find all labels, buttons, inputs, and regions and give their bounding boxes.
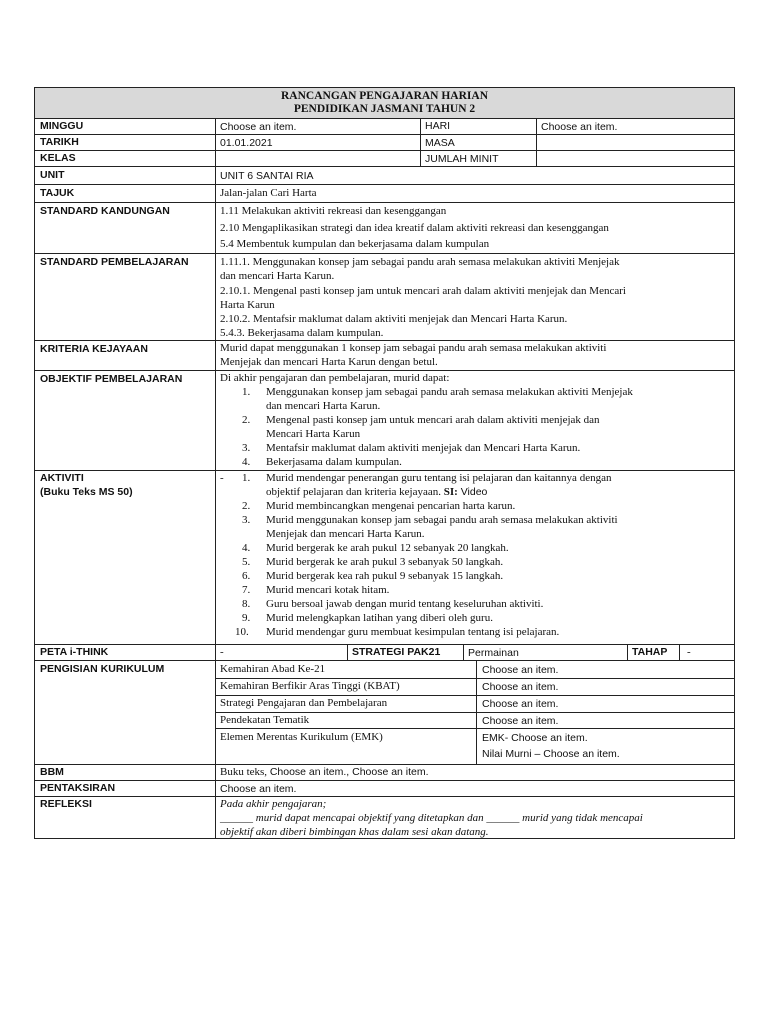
label-aktiviti: AKTIVITI bbox=[40, 472, 84, 484]
label-pengisian-kurikulum: PENGISIAN KURIKULUM bbox=[40, 663, 165, 675]
standard-pembelajaran-line: dan mencari Harta Karun. bbox=[220, 270, 335, 282]
list-item: Menjejak dan mencari Harta Karun. bbox=[266, 528, 425, 540]
list-item: 3. Murid menggunakan konsep jam sebagai pandu arah semasa melakukan aktiviti bbox=[242, 514, 618, 526]
list-item: dan mencari Harta Karun. bbox=[266, 400, 381, 412]
kriteria-line: Murid dapat menggunakan 1 konsep jam sebagai pandu arah semasa melakukan aktiviti bbox=[220, 342, 607, 354]
divider bbox=[35, 150, 734, 151]
pengisian-item-name: Kemahiran Abad Ke-21 bbox=[220, 663, 326, 675]
title-line-1: RANCANGAN PENGAJARAN HARIAN bbox=[281, 90, 488, 102]
pengisian-item-value-2[interactable]: Nilai Murni – Choose an item. bbox=[482, 748, 620, 760]
list-item: 6. Murid bergerak kea rah pukul 9 sebanyak 15 langkah. bbox=[242, 570, 504, 582]
divider bbox=[420, 118, 421, 166]
divider bbox=[35, 118, 734, 119]
divider bbox=[35, 780, 734, 781]
list-item: 10. Murid mendengar guru membuat kesimpulan tentang isi pelajaran. bbox=[235, 626, 560, 638]
divider bbox=[35, 202, 734, 203]
label-unit: UNIT bbox=[40, 169, 65, 181]
si-video: Video bbox=[457, 486, 488, 498]
list-item: 1. Menggunakan konsep jam sebagai pandu arah semasa melakukan aktiviti Menjejak bbox=[242, 386, 633, 398]
pengisian-item-name: Kemahiran Berfikir Aras Tinggi (KBAT) bbox=[220, 680, 400, 692]
standard-pembelajaran-line: 2.10.1. Mengenal pasti konsep jam untuk mencari arah dalam aktiviti menjejak dan Mencari bbox=[220, 285, 626, 297]
objektif-list bbox=[220, 385, 730, 469]
kriteria-line: Menjejak dan mencari Harta Karun dengan betul. bbox=[220, 356, 438, 368]
tahap-value: - bbox=[687, 646, 691, 658]
bbm-prefix: Buku teks, bbox=[220, 766, 270, 778]
label-tahap: TAHAP bbox=[632, 646, 668, 658]
aktiviti-dash: - bbox=[220, 472, 224, 484]
list-item: 7. Murid mencari kotak hitam. bbox=[242, 584, 390, 596]
divider bbox=[679, 644, 680, 660]
divider bbox=[35, 166, 734, 167]
standard-kandungan-item: 1.11 Melakukan aktiviti rekreasi dan kesenggangan bbox=[220, 205, 447, 217]
tarikh-value[interactable]: 01.01.2021 bbox=[220, 137, 273, 149]
pengisian-item-name: Pendekatan Tematik bbox=[220, 714, 310, 726]
divider bbox=[536, 118, 537, 166]
standard-kandungan-item: 5.4 Membentuk kumpulan dan bekerjasama dalam kumpulan bbox=[220, 238, 490, 250]
bbm-value bbox=[220, 765, 429, 779]
pengisian-item-value[interactable]: EMK- Choose an item. bbox=[482, 732, 588, 744]
pengisian-item-name: Elemen Merentas Kurikulum (EMK) bbox=[220, 731, 383, 743]
divider bbox=[35, 660, 734, 661]
divider bbox=[35, 253, 734, 254]
list-item: 8. Guru bersoal jawab dengan murid tentang keseluruhan aktiviti. bbox=[242, 598, 544, 610]
label-peta-ithink: PETA i-THINK bbox=[40, 646, 109, 658]
list-item: 2. Murid membincangkan mengenai pencarian harta karun. bbox=[242, 500, 516, 512]
list-item: 1. Murid mendengar penerangan guru tentang isi pelajaran dan kaitannya dengan bbox=[242, 472, 612, 484]
pengisian-item-name: Strategi Pengajaran dan Pembelajaran bbox=[220, 697, 388, 709]
list-item: 2. Mengenal pasti konsep jam untuk mencari arah dalam aktiviti menjejak dan bbox=[242, 414, 600, 426]
divider bbox=[627, 644, 628, 660]
label-kriteria-kejayaan: KRITERIA KEJAYAAN bbox=[40, 343, 148, 355]
pengisian-item-value[interactable]: Choose an item. bbox=[482, 715, 559, 727]
standard-pembelajaran-line: 5.4.3. Bekerjasama dalam kumpulan. bbox=[220, 327, 384, 339]
hari-value[interactable]: Choose an item. bbox=[541, 121, 618, 133]
standard-pembelajaran-line: Harta Karun bbox=[220, 299, 275, 311]
bbm-choose[interactable]: Choose an item., Choose an item. bbox=[269, 766, 429, 778]
divider bbox=[35, 644, 734, 645]
peta-value: - bbox=[220, 646, 224, 658]
divider bbox=[347, 644, 348, 660]
list-item: 3. Mentafsir maklumat dalam aktiviti menjejak dan Mencari Harta Karun. bbox=[242, 442, 581, 454]
divider bbox=[463, 644, 464, 660]
label-masa: MASA bbox=[425, 137, 455, 149]
divider bbox=[35, 134, 734, 135]
pentaksiran-value[interactable]: Choose an item. bbox=[220, 783, 297, 795]
list-item: 4. Murid bergerak ke arah pukul 12 sebanyak 20 langkah. bbox=[242, 542, 509, 554]
list-item: 5. Murid bergerak ke arah pukul 3 sebanyak 50 langkah. bbox=[242, 556, 504, 568]
refleksi-line: Pada akhir pengajaran; bbox=[220, 798, 327, 810]
divider bbox=[35, 184, 734, 185]
label-jumlah-minit: JUMLAH MINIT bbox=[425, 153, 499, 165]
label-pentaksiran: PENTAKSIRAN bbox=[40, 782, 116, 794]
list-item: 4. Bekerjasama dalam kumpulan. bbox=[242, 456, 402, 468]
si-label: SI: bbox=[443, 486, 458, 498]
refleksi-line: objektif akan diberi bimbingan khas dalam sesi akan datang. bbox=[220, 826, 489, 838]
divider bbox=[215, 728, 734, 729]
divider bbox=[35, 796, 734, 797]
label-bbm: BBM bbox=[40, 766, 64, 778]
unit-value: UNIT 6 SANTAI RIA bbox=[220, 170, 314, 182]
standard-kandungan-item: 2.10 Mengaplikasikan strategi dan idea kreatif dalam aktiviti rekreasi dan kesenggangan bbox=[220, 222, 609, 234]
label-strategi-pak21: STRATEGI PAK21 bbox=[352, 646, 441, 658]
label-standard-pembelajaran: STANDARD PEMBELAJARAN bbox=[40, 256, 189, 268]
pengisian-item-value[interactable]: Choose an item. bbox=[482, 681, 559, 693]
label-hari: HARI bbox=[425, 120, 451, 132]
minggu-value[interactable]: Choose an item. bbox=[220, 121, 297, 133]
tajuk-value: Jalan-jalan Cari Harta bbox=[220, 187, 317, 199]
label-minggu: MINGGU bbox=[40, 120, 84, 132]
list-item: 9. Murid melengkapkan latihan yang diberi oleh guru. bbox=[242, 612, 493, 624]
label-objektif-pembelajaran: OBJEKTIF PEMBELAJARAN bbox=[40, 373, 183, 385]
divider bbox=[476, 660, 477, 764]
label-buku-teks: (Buku Teks MS 50) bbox=[40, 486, 133, 498]
standard-pembelajaran-line: 1.11.1. Menggunakan konsep jam sebagai pandu arah semasa melakukan aktiviti Menjejak bbox=[220, 256, 620, 268]
list-item: objektif pelajaran dan kriteria kejayaan. SI: Video bbox=[266, 486, 488, 498]
strategi-value: Permainan bbox=[468, 647, 519, 659]
label-refleksi: REFLEKSI bbox=[40, 798, 92, 810]
label-tajuk: TAJUK bbox=[40, 187, 75, 199]
label-kelas: KELAS bbox=[40, 152, 76, 164]
label-standard-kandungan: STANDARD KANDUNGAN bbox=[40, 205, 170, 217]
list-item: Mencari Harta Karun bbox=[266, 428, 361, 440]
pengisian-item-value[interactable]: Choose an item. bbox=[482, 698, 559, 710]
label-tarikh: TARIKH bbox=[40, 136, 79, 148]
standard-pembelajaran-line: 2.10.2. Mentafsir maklumat dalam aktiviti menjejak dan Mencari Harta Karun. bbox=[220, 313, 568, 325]
lesson-plan-table bbox=[34, 87, 735, 839]
refleksi-line: ______ murid dapat mencapai objektif yang ditetapkan dan ______ murid yang tidak mencapai bbox=[220, 812, 643, 824]
objektif-intro: Di akhir pengajaran dan pembelajaran, murid dapat: bbox=[220, 372, 450, 384]
aktiviti-list bbox=[220, 471, 730, 639]
pengisian-item-value[interactable]: Choose an item. bbox=[482, 664, 559, 676]
divider bbox=[215, 118, 216, 838]
title-line-2: PENDIDIKAN JASMANI TAHUN 2 bbox=[293, 103, 476, 115]
